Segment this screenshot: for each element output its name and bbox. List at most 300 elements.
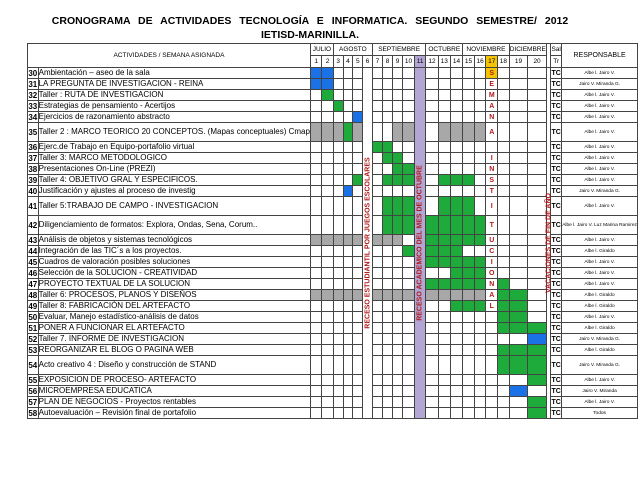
week-cell <box>343 397 353 408</box>
week-cell <box>498 323 510 334</box>
week-cell <box>343 386 353 397</box>
activity-name: Presentaciones On-Line (PREZI) <box>38 164 310 175</box>
month-header: JULIO <box>310 44 333 56</box>
table-row <box>28 68 638 79</box>
week-cell <box>372 375 382 386</box>
week-cell <box>372 356 382 375</box>
week-cell <box>310 386 321 397</box>
week-cell <box>438 142 450 153</box>
row-number: 55 <box>28 375 38 385</box>
row-number: 42 <box>28 216 39 235</box>
row-number: 51 <box>28 323 38 333</box>
week-cell <box>474 356 486 375</box>
activity-name: Ambientación – aseo de la sala <box>38 68 310 79</box>
activity-name: Cuadros de valoración posibles soluciones <box>38 257 310 268</box>
week-cell <box>426 68 438 79</box>
week-cell <box>353 186 363 197</box>
week-cell <box>498 112 510 123</box>
week-cell <box>310 112 321 123</box>
week-cell <box>509 112 528 123</box>
week-cell <box>353 345 363 356</box>
week-cell <box>382 153 392 164</box>
week-cell <box>474 257 486 268</box>
week-cell <box>509 142 528 153</box>
week-cell <box>450 279 462 290</box>
week-cell <box>343 290 353 301</box>
week-cell <box>498 290 510 301</box>
responsible-cell: Jairo V. Miranda G. <box>562 334 638 345</box>
week-cell <box>438 312 450 323</box>
week-cell <box>333 246 343 257</box>
week-cell <box>343 301 353 312</box>
row-number: 57 <box>28 397 38 407</box>
week-cell <box>498 153 510 164</box>
week-cell <box>450 216 462 235</box>
week-cell <box>372 323 382 334</box>
week-cell <box>426 345 438 356</box>
week-cell <box>463 257 475 268</box>
week-cell <box>528 68 547 79</box>
week-cell <box>509 164 528 175</box>
week-cell <box>509 216 528 235</box>
responsible-cell: Albe l. Jairo V. <box>562 257 638 268</box>
week-cell <box>474 123 486 142</box>
week-cell: N <box>486 112 498 123</box>
week-cell <box>343 235 353 246</box>
week-cell <box>333 290 343 301</box>
week-cell <box>322 68 333 79</box>
week-cell <box>509 123 528 142</box>
week-cell <box>450 153 462 164</box>
tc-cell: TC <box>551 69 561 77</box>
week-cell <box>438 408 450 419</box>
week-cell <box>322 101 333 112</box>
activity-name: PROYECTO TEXTUAL DE LA SOLUCION <box>38 279 310 290</box>
activity-name: Taller 2 : MARCO TEORICO 20 CONCEPTOS. (Mapas conceptuales) Cmap <box>38 123 310 142</box>
week-cell <box>474 246 486 257</box>
week-cell <box>438 386 450 397</box>
week-cell <box>403 123 415 142</box>
responsible-cell: Todos <box>562 408 638 419</box>
week-cell <box>438 123 450 142</box>
week-cell <box>322 345 333 356</box>
week-cell <box>403 323 415 334</box>
week-cell <box>474 375 486 386</box>
week-cell <box>486 312 498 323</box>
week-cell <box>463 79 475 90</box>
week-number: 19 <box>509 56 528 68</box>
week-cell: A <box>486 290 498 301</box>
week-cell <box>333 197 343 216</box>
week-cell <box>382 312 392 323</box>
week-cell <box>333 153 343 164</box>
week-cell <box>353 235 363 246</box>
week-cell <box>353 356 363 375</box>
row-number: 45 <box>28 257 38 267</box>
week-cell <box>426 79 438 90</box>
week-cell <box>382 386 392 397</box>
week-cell <box>498 186 510 197</box>
week-cell <box>403 112 415 123</box>
week-cell <box>393 90 403 101</box>
week-number: 20 <box>528 56 547 68</box>
week-cell <box>463 408 475 419</box>
week-cell <box>474 235 486 246</box>
row-number: 32 <box>28 90 38 100</box>
row-number: 44 <box>28 246 38 256</box>
week-cell <box>403 334 415 345</box>
week-cell <box>498 397 510 408</box>
week-cell <box>450 323 462 334</box>
week-cell <box>353 257 363 268</box>
week-cell <box>322 323 333 334</box>
week-cell <box>438 164 450 175</box>
week-cell <box>463 301 475 312</box>
week-cell <box>310 90 321 101</box>
week-cell <box>382 257 392 268</box>
week-number: 10 <box>403 56 415 68</box>
week-cell <box>372 334 382 345</box>
week-cell <box>382 112 392 123</box>
week-cell <box>450 356 462 375</box>
week-cell <box>403 356 415 375</box>
week-cell <box>403 257 415 268</box>
week-cell <box>310 301 321 312</box>
week-cell <box>393 153 403 164</box>
week-cell <box>463 68 475 79</box>
activity-name: Estrategias de pensamiento - Acertijos <box>38 101 310 112</box>
week-cell <box>343 356 353 375</box>
week-cell <box>509 186 528 197</box>
week-cell <box>372 257 382 268</box>
week-cell <box>528 375 547 386</box>
week-cell <box>486 334 498 345</box>
week-number: 3 <box>333 56 343 68</box>
week-number: 16 <box>474 56 486 68</box>
week-cell <box>474 101 486 112</box>
row-number: 31 <box>28 79 38 89</box>
week-cell <box>310 408 321 419</box>
row-number: 53 <box>28 345 38 355</box>
week-cell <box>486 356 498 375</box>
month-header: SEPTIEMBRE <box>372 44 425 56</box>
week-cell <box>310 153 321 164</box>
responsible-cell: Albe l. Jairo V. <box>562 279 638 290</box>
responsible-cell: Albe l. Giraldo <box>562 345 638 356</box>
week-cell <box>438 397 450 408</box>
week-cell <box>426 386 438 397</box>
week-cell <box>333 175 343 186</box>
tc-cell: TC <box>551 123 562 142</box>
week-cell <box>426 112 438 123</box>
tc-cell: TC <box>551 313 561 321</box>
week-cell <box>528 197 547 216</box>
week-cell <box>474 397 486 408</box>
week-cell <box>486 386 498 397</box>
week-cell <box>310 68 321 79</box>
week-cell <box>343 375 353 386</box>
week-cell <box>353 112 363 123</box>
week-cell <box>333 257 343 268</box>
week-cell <box>322 216 333 235</box>
week-cell <box>333 235 343 246</box>
week-cell <box>474 112 486 123</box>
week-cell <box>509 397 528 408</box>
week-cell <box>310 235 321 246</box>
week-cell <box>474 279 486 290</box>
week-cell: E <box>486 79 498 90</box>
week-cell <box>509 334 528 345</box>
week-cell <box>403 279 415 290</box>
week-cell <box>353 197 363 216</box>
week-cell <box>498 257 510 268</box>
week-cell <box>393 408 403 419</box>
responsible-cell: Albe l. Jairo V. <box>562 164 638 175</box>
week-number: 5 <box>353 56 363 68</box>
tc-cell: TC <box>551 346 561 354</box>
week-cell <box>486 397 498 408</box>
week-cell <box>343 101 353 112</box>
week-cell <box>322 257 333 268</box>
responsible-cell: Albe l. Giraldo <box>562 290 638 301</box>
week-cell <box>528 356 547 375</box>
tc-cell: TC <box>551 113 561 121</box>
week-cell <box>403 301 415 312</box>
week-cell <box>393 397 403 408</box>
week-cell <box>393 112 403 123</box>
activity-name: Análisis de objetos y sistemas tecnológicos <box>38 235 310 246</box>
week-cell <box>372 153 382 164</box>
row-number: 34 <box>28 112 38 122</box>
week-cell <box>353 101 363 112</box>
week-cell <box>322 197 333 216</box>
week-cell <box>463 268 475 279</box>
week-cell <box>353 312 363 323</box>
week-cell <box>474 268 486 279</box>
week-cell <box>343 142 353 153</box>
week-cell <box>474 290 486 301</box>
tc-cell: TC <box>551 176 561 184</box>
week-cell <box>353 246 363 257</box>
week-cell <box>463 386 475 397</box>
row-number: 36 <box>28 142 38 152</box>
week-cell <box>322 235 333 246</box>
week-cell <box>333 101 343 112</box>
activity-name: Taller : RUTA DE INVESTIGACION <box>38 90 310 101</box>
week-cell <box>474 142 486 153</box>
responsible-cell: Albe l. Jairo V. <box>562 175 638 186</box>
week-cell <box>463 90 475 101</box>
week-cell <box>382 290 392 301</box>
week-cell <box>498 101 510 112</box>
week-cell <box>372 90 382 101</box>
week-cell <box>382 268 392 279</box>
week-cell <box>393 68 403 79</box>
week-cell <box>322 290 333 301</box>
week-number: 12 <box>426 56 438 68</box>
week-cell <box>463 345 475 356</box>
week-cell <box>322 246 333 257</box>
week-cell <box>474 386 486 397</box>
responsible-cell: Albe l. Jairo V. <box>562 312 638 323</box>
week-cell <box>372 142 382 153</box>
week-cell <box>438 197 450 216</box>
vertical-label: VACACIONES DE FIN DE AÑO <box>545 193 553 293</box>
tc-cell: TC <box>551 302 561 310</box>
week-cell <box>343 345 353 356</box>
week-cell <box>403 375 415 386</box>
week-cell <box>310 197 321 216</box>
activity-name: Selección de la SOLUCION - CREATIVIDAD <box>38 268 310 279</box>
schedule-table <box>27 43 638 419</box>
activity-name: PLAN DE NEGOCIOS - Proyectos rentables <box>38 397 310 408</box>
week-cell <box>498 216 510 235</box>
responsible-cell: Albe l. Jairo V. <box>562 90 638 101</box>
vertical-label: RECESO ESTUDIANTIL POR JUEGOS ESCOLARES <box>364 157 372 329</box>
week-cell <box>474 164 486 175</box>
week-cell <box>498 68 510 79</box>
tc-cell: TC <box>551 387 561 395</box>
week-number: 6 <box>363 56 373 68</box>
week-number: 9 <box>393 56 403 68</box>
week-cell <box>438 153 450 164</box>
week-cell <box>333 375 343 386</box>
week-cell <box>528 279 547 290</box>
week-cell <box>333 90 343 101</box>
week-cell <box>474 186 486 197</box>
week-cell <box>382 375 392 386</box>
week-cell <box>353 164 363 175</box>
week-cell <box>372 164 382 175</box>
week-cell <box>509 79 528 90</box>
week-cell <box>463 290 475 301</box>
week-cell <box>403 186 415 197</box>
week-cell <box>450 290 462 301</box>
week-cell: N <box>486 164 498 175</box>
week-cell <box>403 90 415 101</box>
week-cell <box>382 216 392 235</box>
week-cell <box>463 246 475 257</box>
week-cell <box>372 101 382 112</box>
week-cell <box>310 186 321 197</box>
week-cell <box>498 334 510 345</box>
week-cell <box>426 90 438 101</box>
week-cell <box>498 375 510 386</box>
tc-cell: TC <box>551 187 561 195</box>
week-cell <box>498 246 510 257</box>
week-cell <box>438 246 450 257</box>
responsible-cell: Albe l. Giraldo <box>562 323 638 334</box>
activity-name: Taller 4: OBJETIVO GRAL Y ESPECIFICOS. <box>38 175 310 186</box>
week-cell <box>463 356 475 375</box>
week-cell <box>333 112 343 123</box>
tc-cell: TC <box>551 80 561 88</box>
week-cell <box>393 375 403 386</box>
week-cell <box>322 334 333 345</box>
tc-cell: TC <box>551 165 561 173</box>
week-cell <box>509 101 528 112</box>
week-number: 15 <box>463 56 475 68</box>
week-cell <box>333 216 343 235</box>
week-cell <box>403 268 415 279</box>
week-cell <box>343 153 353 164</box>
week-cell <box>310 123 321 142</box>
week-cell <box>333 408 343 419</box>
week-cell <box>403 408 415 419</box>
week-cell <box>463 397 475 408</box>
vacaciones-column <box>545 68 553 419</box>
week-cell <box>343 323 353 334</box>
week-cell <box>403 153 415 164</box>
week-cell <box>333 345 343 356</box>
responsible-cell: Albe l. Jairo V. <box>562 197 638 216</box>
week-cell <box>322 408 333 419</box>
week-cell <box>498 123 510 142</box>
vertical-label: RECESO ACADEMICO DEL MES DE OCTUBRE <box>416 165 424 321</box>
row-number: 40 <box>28 186 38 196</box>
week-cell <box>322 123 333 142</box>
week-cell <box>382 175 392 186</box>
week-cell <box>310 279 321 290</box>
week-cell <box>450 101 462 112</box>
week-cell <box>343 175 353 186</box>
week-cell <box>403 345 415 356</box>
week-cell <box>382 408 392 419</box>
week-cell <box>528 175 547 186</box>
week-cell <box>450 90 462 101</box>
week-cell <box>372 112 382 123</box>
week-cell <box>450 112 462 123</box>
week-cell <box>509 246 528 257</box>
week-cell <box>486 345 498 356</box>
week-cell <box>463 123 475 142</box>
row-number: 30 <box>28 68 38 78</box>
week-cell <box>343 246 353 257</box>
week-cell: O <box>486 268 498 279</box>
week-cell <box>498 345 510 356</box>
week-cell <box>426 123 438 142</box>
week-cell <box>498 408 510 419</box>
week-cell <box>426 334 438 345</box>
week-cell: U <box>486 235 498 246</box>
row-number: 37 <box>28 153 38 163</box>
week-cell <box>438 279 450 290</box>
week-cell: A <box>486 123 498 142</box>
week-cell <box>403 312 415 323</box>
week-cell <box>393 323 403 334</box>
week-cell <box>438 175 450 186</box>
week-cell <box>474 68 486 79</box>
week-cell <box>343 90 353 101</box>
week-cell <box>450 397 462 408</box>
tc-cell: TC <box>551 91 561 99</box>
week-cell <box>450 68 462 79</box>
week-number: 11 <box>414 56 426 68</box>
week-cell <box>322 112 333 123</box>
week-cell <box>322 186 333 197</box>
week-cell <box>353 301 363 312</box>
week-cell <box>403 101 415 112</box>
week-cell <box>333 68 343 79</box>
activity-name: Justificación y ajustes al proceso de investig <box>38 186 310 197</box>
week-cell <box>333 279 343 290</box>
week-cell <box>463 197 475 216</box>
week-number: 13 <box>438 56 450 68</box>
week-cell <box>393 164 403 175</box>
responsible-cell: Albe l. Jairo V. <box>562 68 638 79</box>
week-cell <box>403 216 415 235</box>
week-cell <box>426 216 438 235</box>
